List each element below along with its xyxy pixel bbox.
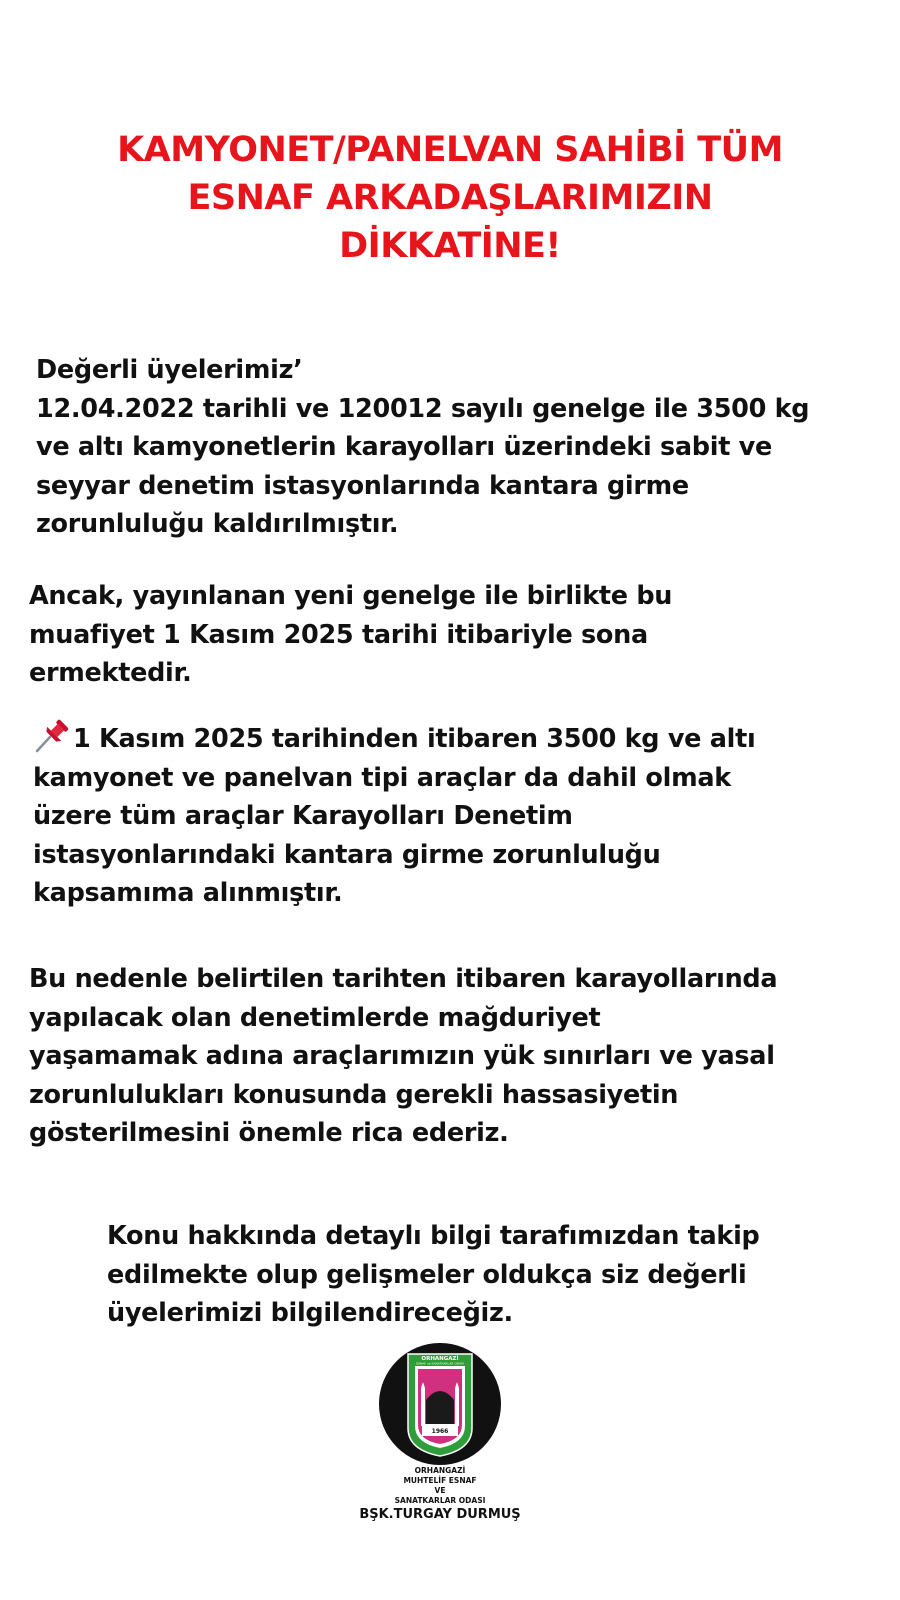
paragraph-line: yaşamamak adına araçlarımızın yük sınırları ve yasal	[29, 1041, 775, 1071]
paragraph-line: zorunluluğu kaldırılmıştır.	[36, 509, 399, 539]
organization-name	[380, 1466, 500, 1506]
greeting-paragraph	[36, 351, 809, 544]
paragraph-line	[33, 717, 755, 759]
headline-line-2: ESNAF ARKADAŞLARIMIZIN	[187, 178, 713, 218]
chamber-logo	[378, 1342, 502, 1466]
exemption-end-paragraph	[29, 577, 672, 693]
logo-year: 1966	[431, 1428, 449, 1435]
paragraph-line: istasyonlarındaki kantara girme zorunluluğu	[33, 839, 661, 870]
paragraph-line: edilmekte olup gelişmeler oldukça siz değerli	[107, 1259, 747, 1290]
paragraph-line: ve altı kamyonetlerin karayolları üzerindeki sabit ve	[36, 432, 772, 462]
organization-line: MUHTELİF ESNAF	[403, 1476, 477, 1485]
logo-top-text: ORHANGAZİ	[421, 1356, 459, 1362]
organization-line: ORHANGAZİ	[414, 1466, 466, 1475]
paragraph-line: kamyonet ve panelvan tipi araçlar da dahil olmak	[33, 762, 731, 793]
warning-paragraph	[29, 960, 777, 1153]
paragraph-line: kapsamıma alınmıştır.	[33, 878, 343, 908]
pushpin-icon	[33, 717, 73, 753]
organization-line: VE	[434, 1486, 446, 1495]
paragraph-line: yapılacak olan denetimlerde mağduriyet	[29, 1002, 601, 1033]
paragraph-line: Konu hakkında detaylı bilgi tarafımızdan takip	[107, 1221, 760, 1251]
paragraph-line: 12.04.2022 tarihli ve 120012 sayılı genelge ile 3500 kg	[36, 393, 810, 424]
new-rule-paragraph	[33, 717, 755, 913]
paragraph-line: zorunlulukları konusunda gerekli hassasiyetin	[29, 1079, 679, 1110]
paragraph-line: Bu nedenle belirtilen tarihten itibaren karayollarında	[29, 964, 778, 994]
paragraph-line: üyelerimizi bilgilendireceğiz.	[107, 1298, 513, 1328]
logo-ring-text: ESNAF ve SANATKARLAR ODASI	[416, 1361, 464, 1366]
paragraph-line: Değerli üyelerimiz’	[36, 355, 303, 385]
headline-line-3: DİKKATİNE!	[339, 226, 561, 266]
president-signature: BŞK.TURGAY DURMUŞ	[359, 1507, 521, 1522]
notice-headline	[40, 126, 860, 270]
paragraph-line: üzere tüm araçlar Karayolları Denetim	[33, 801, 573, 831]
paragraph-line: Ancak, yayınlanan yeni genelge ile birlikte bu	[29, 581, 673, 611]
organization-line: SANATKARLAR ODASI	[394, 1496, 486, 1505]
chamber-emblem-icon	[378, 1342, 502, 1466]
follow-up-paragraph	[107, 1217, 760, 1333]
paragraph-line: muafiyet 1 Kasım 2025 tarihi itibariyle sona	[29, 619, 648, 650]
headline-line-1: KAMYONET/PANELVAN SAHİBİ TÜM	[117, 130, 783, 170]
new-rule-first-line: 1 Kasım 2025 tarihinden itibaren 3500 kg ve altı	[73, 724, 756, 754]
paragraph-line: ermektedir.	[29, 658, 192, 688]
paragraph-line: gösterilmesini önemle rica ederiz.	[29, 1118, 509, 1148]
paragraph-line: seyyar denetim istasyonlarında kantara girme	[36, 470, 689, 501]
